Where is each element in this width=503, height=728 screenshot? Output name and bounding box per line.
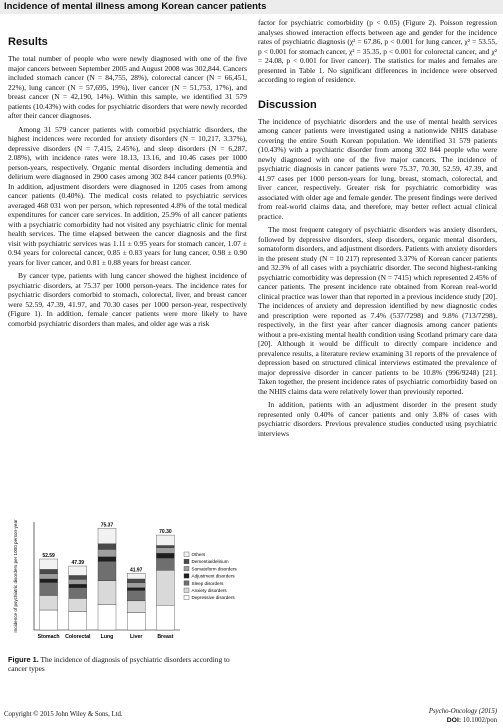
y-axis-label: Incidence of psychiatric disorders per 1000 person-year bbox=[13, 519, 18, 633]
doi-value: 10.1002/pon bbox=[462, 716, 497, 724]
bar-segment bbox=[127, 590, 145, 600]
x-tick-label: Colorectal bbox=[65, 634, 91, 640]
bar-total-label: 41.97 bbox=[129, 567, 143, 574]
bar-segment bbox=[156, 570, 174, 605]
legend-swatch bbox=[184, 588, 189, 593]
legend-swatch bbox=[184, 552, 189, 557]
bar-segment bbox=[69, 612, 87, 630]
x-tick-label: Breast bbox=[157, 634, 174, 640]
bar-segment bbox=[69, 575, 87, 579]
legend-swatch bbox=[184, 559, 189, 564]
doi-label: DOI: bbox=[446, 716, 462, 724]
bar-segment bbox=[98, 557, 116, 562]
bar-segment bbox=[98, 549, 116, 556]
legend-swatch bbox=[184, 595, 189, 600]
bar-segment bbox=[40, 582, 58, 595]
bar-segment bbox=[127, 601, 145, 613]
bar-segment bbox=[98, 604, 116, 630]
discussion-heading: Discussion bbox=[258, 98, 317, 111]
bar-segment bbox=[127, 573, 145, 579]
discussion-paragraph: In addition, patients with an adjustment disorder in the present study represented only 0.40% of cancer patients and only 3.8% of cases with psychiatric disorders. Previous prevalence studies conducted using psychiatric interviews bbox=[258, 400, 497, 438]
bar-segment bbox=[156, 548, 174, 554]
bar-segment bbox=[40, 595, 58, 610]
bar-segment bbox=[40, 574, 58, 579]
copyright-notice: Copyright © 2015 John Wiley & Sons, Ltd. bbox=[4, 711, 123, 718]
legend-swatch bbox=[184, 581, 189, 586]
journal-citation: Psycho-Oncology (2015) bbox=[428, 708, 497, 715]
discussion-paragraph: The incidence of psychiatric disorders and the use of mental health services among cancer patients were investigated using a nationwide NHIS database covering the entire South Korean population. We identified 31 579 patients (10.43%) with a psychiatric disorder from among 302 844 people who were newly diagnosed with one of the five major cancers. The incidence of psychiatric diagnosis in cancer patients were 75.37, 70.30, 52.59, 47.39, and 41.97 cases per 1000 person-years for lung, breast, stomach, colorectal, and liver cancer, respectively. Greater risk for psychiatric comorbidity was associated with older age and female gender. The present findings were derived from real-world claims data, and therefore, may better reflect actual clinical practice. bbox=[258, 116, 497, 221]
results-paragraph: By cancer type, patients with lung cancer showed the highest incidence of psychiatric disorders, at 75.37 per 1000 person-years. The incidence rates for psychiatric disorders comorbid to stomach, colorectal, liver, and breast cancer were 52.59, 47.39, 41.97, and 70.30 cases per 1000 person-year, respectively (Figure 1). In addition, female cancer patients were more likely to have comorbid psychiatric disorders than males, and older age was a risk bbox=[8, 271, 247, 328]
bar-segment bbox=[98, 581, 116, 605]
bar-segment bbox=[127, 613, 145, 630]
running-header: Incidence of mental illness among Korean cancer patients bbox=[0, 0, 503, 14]
bar-segment bbox=[156, 558, 174, 570]
x-tick-label: Stomach bbox=[37, 634, 60, 640]
legend-swatch bbox=[184, 566, 189, 571]
bar-segment bbox=[127, 588, 145, 591]
bar-segment bbox=[69, 566, 87, 575]
results-heading: Results bbox=[8, 36, 48, 48]
bar-segment bbox=[69, 598, 87, 611]
bar-total-label: 52.59 bbox=[42, 553, 55, 560]
discussion-paragraph: The most frequent category of psychiatric disorders was anxiety disorders, followed by depressive disorders, sleep disorders, organic mental disorders, somatoform disorders, and adjustment disorders. Patients with anxiety disorders in the present study (N = 10 217) represented 3.37% of Korean cancer patients and 32.3% of all cases with a psychiatric disorder. The second highest-ranking psychiatric comorbidity was depression (N = 7415) which represented 2.45% of cancer patients. The present incidence rate obtained from Korean real-world clinical practice was lower than that reported in a previous incidence study [20]. The incidences of anxiety and depression identified by new diagnostic codes and prescription were reported as 7.4% (537/7298) and 9.8% (713/7298), respectively, in the first year after cancer diagnosis among cancer patients without a pre-existing mental health condition using Scotland primary care data [20]. Although it would be difficult to directly compare incidence and prevalence results, a literature review examining 31 reports of the prevalence of depression based on structured clinical interviews estimated the prevalence of major depressive disorder in cancer patients to be 10.8% (996/9248) [21]. Taken together, the present incidence rates of psychiatric comorbidity based on the NHIS claims data were relatively lower than previously reported. bbox=[258, 225, 497, 396]
left-column bbox=[8, 18, 247, 332]
x-tick-label: Lung bbox=[100, 634, 114, 640]
bar-total-label: 47.39 bbox=[71, 560, 85, 567]
bar-segment bbox=[156, 553, 174, 558]
figure-1 bbox=[8, 512, 243, 650]
legend-label: Dementia/delirium bbox=[191, 559, 229, 565]
right-column bbox=[258, 18, 497, 442]
legend-label: Somatoform disorders bbox=[191, 566, 237, 572]
bar-segment bbox=[156, 545, 174, 547]
figure-caption-label: Figure 1. bbox=[8, 655, 39, 664]
legend-label: Depressive disorders bbox=[191, 595, 235, 601]
legend-label: Anxiety disorders bbox=[191, 588, 227, 593]
results-paragraph: Among 31 579 cancer patients with comorbid psychiatric disorders, the highest incidences were recorded for anxiety disorders (N = 10,217, 3.37%), depressive disorders (N = 7,415, 2.45%), and sleep disorders (N = 6,287, 2.08%), with incidence rates were 18.13, 13.16, and 10.46 cases per 1000 person-years, respectively. Organic mental disorders including dementia and delirium were diagnosed in 2900 cases among 302 844 cancer patients (0.9%). In addition, adjustment disorders were diagnosed in 1205 cases from among cancer patients (0.40%). The medical costs related to psychiatric services averaged 468 031 won per person, which represented 4.8% of the total medical expenditures for cancer care services. In addition, 25.9% of all cancer patients with a psychiatric comorbidity had not visited any psychiatric clinic for mental health services. The time elapsed between the cancer diagnosis and the first visit with psychiatric services was 1.11 ± 0.95 years for stomach cancer, 1.07 ± 0.94 years for colorectal cancer, 0.85 ± 0.83 years for lung cancer, 0.98 ± 0.90 years for liver cancer, and 0.81 ± 0.88 years for breast cancer. bbox=[8, 124, 247, 267]
bar-segment bbox=[40, 610, 58, 630]
bar-segment bbox=[40, 569, 58, 573]
bar-segment bbox=[98, 561, 116, 580]
figure-caption bbox=[8, 655, 243, 673]
bar-segment bbox=[156, 605, 174, 630]
bar-segment bbox=[69, 588, 87, 599]
bar-segment bbox=[69, 584, 87, 587]
x-tick-label: Liver bbox=[129, 634, 143, 640]
stacked-bar-chart bbox=[8, 512, 243, 650]
results-continuation-paragraph: factor for psychiatric comorbidity (p < 0.05) (Figure 2). Poisson regression analyses showed interaction effects between age and gender for the incidence rates of psychiatric diagnosis (χ² = 67.86, p < 0.001 for lung cancer, χ² = 53.55, p < 0.001 for stomach cancer, χ² = 35.35, p < 0.001 for colorectal cancer, and χ² = 24.08, p < 0.001 for liver cancer). The statistics for males and females are presented in Table 1. No significant differences in incidence were observed according to region of residence. bbox=[258, 18, 497, 84]
bar-segment bbox=[127, 579, 145, 583]
bar-segment bbox=[156, 535, 174, 545]
figure-caption-text: The incidence of diagnosis of psychiatric disorders according to cancer types bbox=[8, 655, 230, 674]
legend-swatch bbox=[184, 574, 189, 579]
results-paragraph: The total number of people who were newly diagnosed with one of the five major cancers between September 2005 and August 2008 was 302,844. Cancers included stomach cancer (N = 84,755, 28%), colorectal cancer (N = 66,451, 22%), lung cancer (N = 57,695, 19%), liver cancer (N = 51,753, 17%), and breast cancer (N = 42,190, 14%). Within this sample, we identified 31 579 patients (10.43%) with codes for psychiatric disorders that were newly recorded after their cancer diagnoses. bbox=[8, 54, 247, 120]
legend-label: Adjustment disorders bbox=[191, 573, 235, 579]
bar-segment bbox=[98, 528, 116, 543]
bar-segment bbox=[127, 583, 145, 588]
bar-total-label: 70.30 bbox=[159, 529, 172, 536]
bar-segment bbox=[40, 579, 58, 583]
legend-label: Others bbox=[191, 552, 206, 557]
bar-segment bbox=[69, 579, 87, 584]
bar-total-label: 75.37 bbox=[100, 522, 114, 529]
bar-segment bbox=[40, 559, 58, 569]
journal-footer bbox=[429, 708, 497, 725]
bar-segment bbox=[98, 544, 116, 550]
legend-label: Sleep disorders bbox=[191, 580, 224, 586]
